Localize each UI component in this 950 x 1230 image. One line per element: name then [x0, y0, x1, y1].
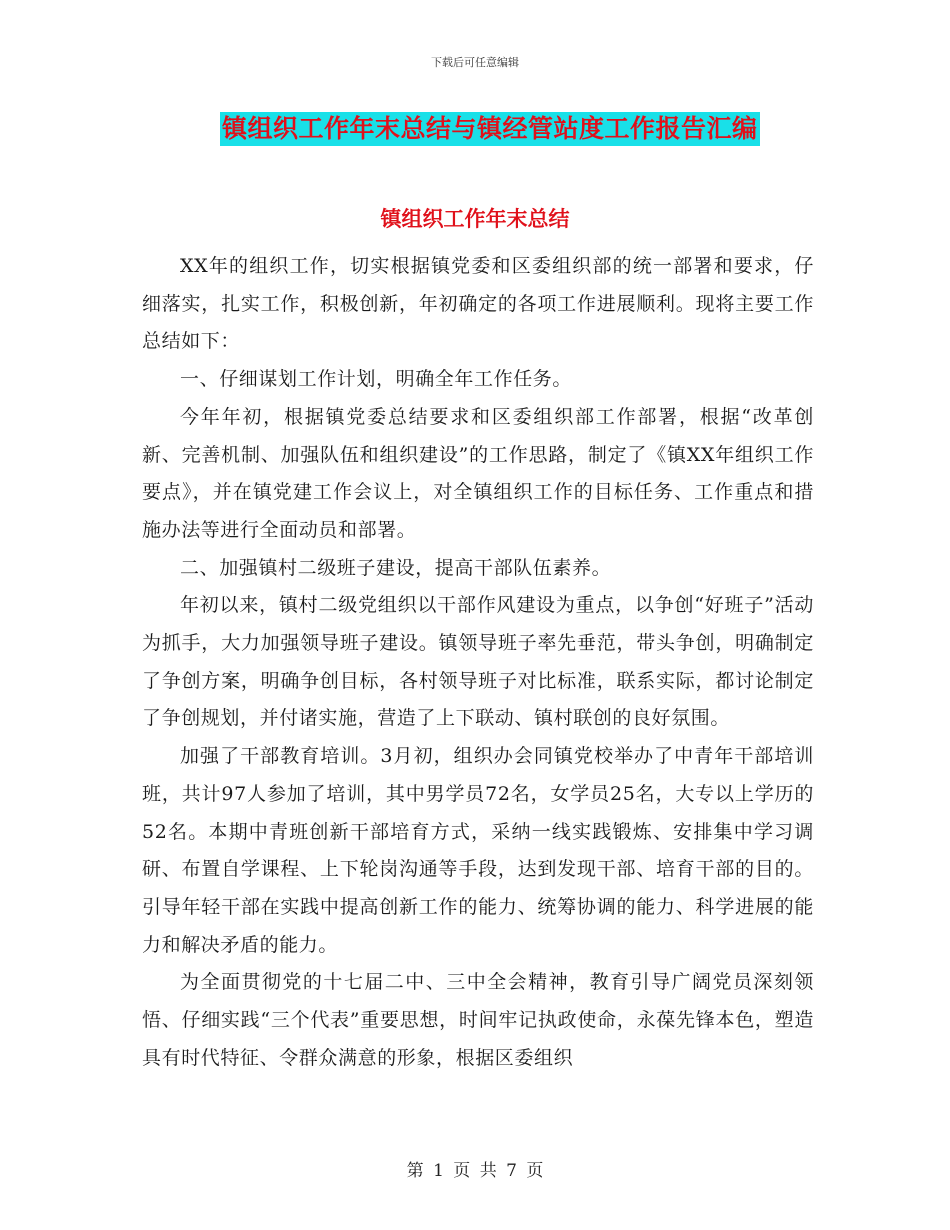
paragraph-heading-1: 一、仔细谋划工作计划，明确全年工作任务。 — [180, 368, 573, 391]
paragraph-heading-2: 二、加强镇村二级班子建设，提高干部队伍素养。 — [180, 556, 612, 579]
section-title: 镇组织工作年末总结 — [380, 206, 570, 231]
header-note: 下载后可任意编辑 — [431, 56, 519, 69]
document-body — [142, 248, 814, 1077]
document-title: 镇组织工作年末总结与镇经管站度工作报告汇编 — [220, 112, 760, 146]
paragraph-intro: XX年的组织工作，切实根据镇党委和区委组织部的统一部署和要求，仔细落实，扎实工作，积极创新，年初确定的各项工作进展顺利。现将主要工作总结如下： — [142, 255, 814, 353]
paragraph-training: 加强了干部教育培训。3月初，组织办会同镇党校举办了中青年干部培训班，共计97人参加了培训，其中男学员72名，女学员25名，大专以上学历的52名。本期中青班创新干部培育方式，采纳一线实践锻炼、安排集中学习调研、布置自学课程、上下轮岗沟通等手段，达到发现干部、培育干部的目的。引导年轻干部在实践中提高创新工作的能力、统筹协调的能力、科学进展的能力和解决矛盾的能力。 — [142, 745, 814, 956]
paragraph-leadership: 年初以来，镇村二级党组织以干部作风建设为重点，以争创“好班子”活动为抓手，大力加强领导班子建设。镇领导班子率先垂范，带头争创，明确制定了争创方案，明确争创目标，各村领导班子对比标准，联系实际，都讨论制定了争创规划，并付诸实施，营造了上下联动、镇村联创的良好氛围。 — [142, 594, 814, 730]
paragraph-education: 为全面贯彻党的十七届二中、三中全会精神，教育引导广阔党员深刻领悟、仔细实践“三个代表”重要思想，时间牢记执政使命，永葆先锋本色，塑造具有时代特征、令群众满意的形象，根据区委组织 — [142, 971, 814, 1069]
paragraph-plan: 今年年初，根据镇党委总结要求和区委组织部工作部署，根据“改革创新、完善机制、加强队伍和组织建设”的工作思路，制定了《镇XX年组织工作要点》，并在镇党建工作会议上，对全镇组织工作的目标任务、工作重点和措施办法等进行全面动员和部署。 — [142, 405, 814, 541]
page-footer: 第 1 页 共 7 页 — [406, 1161, 544, 1181]
